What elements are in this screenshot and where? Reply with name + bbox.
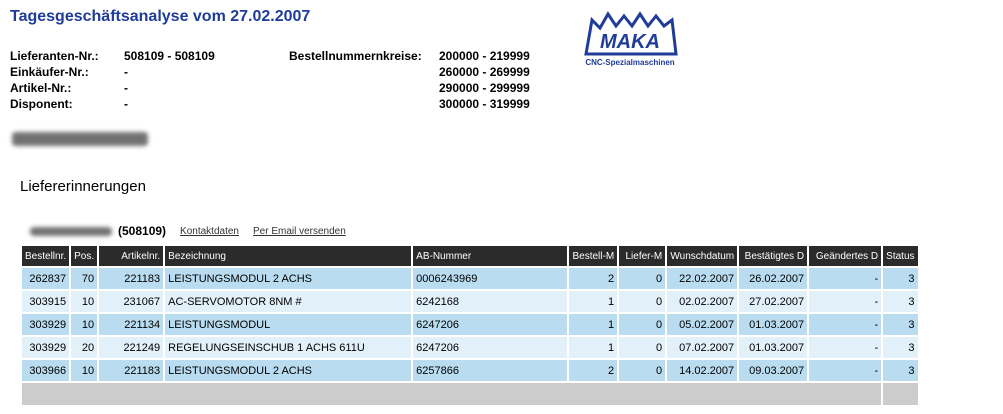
table-row <box>22 337 918 358</box>
col-header[interactable]: Bestätigtes D <box>739 246 807 266</box>
logo-subtitle: CNC-Spezialmaschinen <box>585 58 675 67</box>
info-label: Disponent: <box>10 97 73 111</box>
cell-changed-date: - <box>809 268 881 289</box>
cell-changed-date: - <box>809 337 881 358</box>
cell-changed-date: - <box>809 360 881 381</box>
cell-status: 3 <box>883 360 917 381</box>
cell-status: 3 <box>883 268 917 289</box>
info-value: - <box>124 65 128 79</box>
col-header[interactable]: Artikelnr. <box>99 246 163 266</box>
range-value: 200000 - 219999 <box>439 49 530 63</box>
cell-confirmed-date: 01.03.2007 <box>739 337 807 358</box>
cell-changed-date: - <box>809 291 881 312</box>
cell-ab-number: 6247206 <box>413 314 567 335</box>
table-row <box>22 268 918 289</box>
cell-delivery-qty: 0 <box>619 314 665 335</box>
col-header[interactable]: AB-Nummer <box>413 246 567 266</box>
cell-description: LEISTUNGSMODUL 2 ACHS <box>165 268 411 289</box>
info-row-dispatcher <box>10 96 215 112</box>
cell-order-number: 303929 <box>22 337 69 358</box>
cell-changed-date: - <box>809 314 881 335</box>
info-label: Lieferanten-Nr.: <box>10 49 99 63</box>
cell-ab-number: 6242168 <box>413 291 567 312</box>
cell-confirmed-date: 09.03.2007 <box>739 360 807 381</box>
info-row-article <box>10 80 215 96</box>
cell-order-qty: 1 <box>569 291 617 312</box>
cell-article-number: 221183 <box>99 360 163 381</box>
cell-article-number: 221249 <box>99 337 163 358</box>
email-link[interactable]: Per Email versenden <box>252 225 346 237</box>
cell-delivery-qty: 0 <box>619 337 665 358</box>
cell-order-number: 303915 <box>22 291 69 312</box>
table-row <box>22 291 918 312</box>
info-label: Artikel-Nr.: <box>10 81 72 95</box>
cell-requested-date: 05.02.2007 <box>667 314 737 335</box>
cell-description: AC-SERVOMOTOR 8NM # <box>165 291 411 312</box>
cell-position: 70 <box>71 268 97 289</box>
section-title: Liefererinnerungen <box>20 178 146 195</box>
col-header[interactable]: Bestellnr. <box>22 246 69 266</box>
redacted-supplier-name <box>30 227 112 236</box>
table-header-row <box>22 246 918 266</box>
cell-confirmed-date: 01.03.2007 <box>739 314 807 335</box>
cell-status: 3 <box>883 314 917 335</box>
cell-requested-date: 14.02.2007 <box>667 360 737 381</box>
cell-description: LEISTUNGSMODUL 2 ACHS <box>165 360 411 381</box>
cell-article-number: 221134 <box>99 314 163 335</box>
cell-status: 3 <box>883 291 917 312</box>
filter-info <box>10 48 215 112</box>
range-value: 290000 - 299999 <box>439 81 530 95</box>
table-row <box>22 314 918 335</box>
maka-logo <box>580 10 680 70</box>
range-value: 260000 - 269999 <box>439 65 530 79</box>
col-header[interactable]: Bezeichnung <box>165 246 411 266</box>
col-header[interactable]: Pos. <box>71 246 97 266</box>
col-header[interactable]: Status <box>883 246 917 266</box>
reminders-table <box>20 244 920 407</box>
cell-position: 20 <box>71 337 97 358</box>
cell-order-number: 262837 <box>22 268 69 289</box>
cell-article-number: 221183 <box>99 268 163 289</box>
cell-article-number: 231067 <box>99 291 163 312</box>
col-header[interactable]: Liefer-M <box>619 246 665 266</box>
info-value: - <box>124 97 128 111</box>
range-value: 300000 - 319999 <box>439 97 530 111</box>
redacted-name <box>12 132 148 146</box>
cell-requested-date: 22.02.2007 <box>667 268 737 289</box>
cell-delivery-qty: 0 <box>619 291 665 312</box>
cell-order-qty: 1 <box>569 314 617 335</box>
col-header[interactable]: Bestell-M <box>569 246 617 266</box>
cell-ab-number: 6257866 <box>413 360 567 381</box>
table-footer-row <box>22 383 918 405</box>
info-row-buyer <box>10 64 215 80</box>
cell-order-qty: 2 <box>569 268 617 289</box>
ranges-label: Bestellnummernkreise: <box>289 49 422 63</box>
supplier-number: (508109) <box>118 224 167 238</box>
col-header[interactable]: Wunschdatum <box>667 246 737 266</box>
cell-confirmed-date: 27.02.2007 <box>739 291 807 312</box>
cell-requested-date: 07.02.2007 <box>667 337 737 358</box>
cell-position: 10 <box>71 314 97 335</box>
order-number-ranges <box>289 48 530 112</box>
cell-order-number: 303966 <box>22 360 69 381</box>
cell-description: REGELUNGSEINSCHUB 1 ACHS 611U <box>165 337 411 358</box>
cell-position: 10 <box>71 291 97 312</box>
cell-position: 10 <box>71 360 97 381</box>
cell-ab-number: 0006243969 <box>413 268 567 289</box>
info-row-supplier <box>10 48 215 64</box>
cell-requested-date: 02.02.2007 <box>667 291 737 312</box>
cell-order-qty: 1 <box>569 337 617 358</box>
info-value: 508109 - 508109 <box>124 49 215 63</box>
logo-text: MAKA <box>600 31 660 53</box>
col-header[interactable]: Geändertes D <box>809 246 881 266</box>
cell-order-qty: 2 <box>569 360 617 381</box>
cell-ab-number: 6247206 <box>413 337 567 358</box>
cell-description: LEISTUNGSMODUL <box>165 314 411 335</box>
info-label: Einkäufer-Nr.: <box>10 65 89 79</box>
cell-delivery-qty: 0 <box>619 268 665 289</box>
supplier-header <box>30 224 346 238</box>
cell-status: 3 <box>883 337 917 358</box>
info-value: - <box>124 81 128 95</box>
cell-delivery-qty: 0 <box>619 360 665 381</box>
contact-link[interactable]: Kontaktdaten <box>180 225 239 237</box>
cell-confirmed-date: 26.02.2007 <box>739 268 807 289</box>
page-title: Tagesgeschäftsanalyse vom 27.02.2007 <box>10 8 311 25</box>
cell-order-number: 303929 <box>22 314 69 335</box>
table-row <box>22 360 918 381</box>
